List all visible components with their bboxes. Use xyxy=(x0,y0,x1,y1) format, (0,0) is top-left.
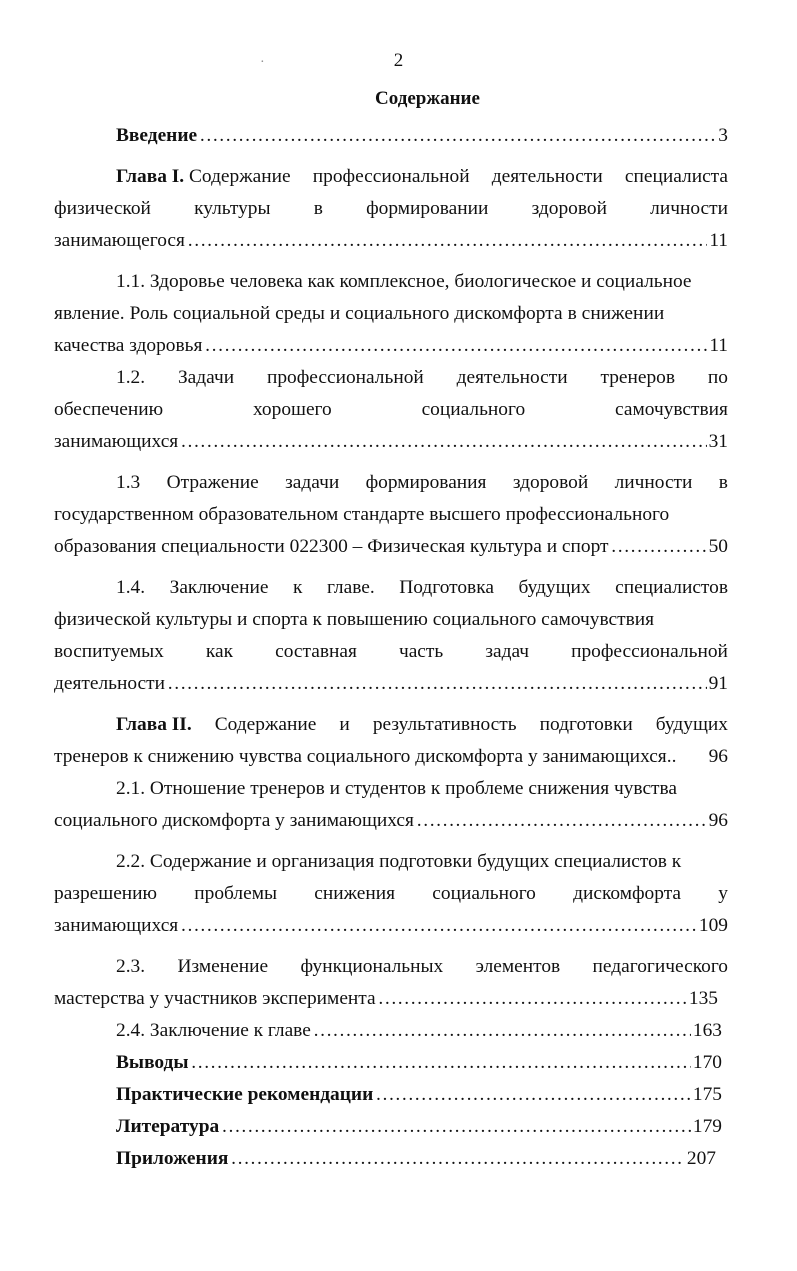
chapter-label: Глава II. xyxy=(116,714,192,735)
word: обеспечению xyxy=(54,399,164,420)
toc-page: 96 xyxy=(708,746,728,767)
word: формирования xyxy=(365,472,487,493)
toc-entry-2-2[interactable] xyxy=(54,846,728,942)
toc-text-line: явление. Роль социальной среды и социального дискомфорта в снижении xyxy=(54,303,665,324)
word: элементов xyxy=(475,956,561,977)
word: специалиста xyxy=(624,166,728,187)
toc-entry-2-3[interactable] xyxy=(54,951,728,1015)
word: 1.3 xyxy=(116,472,141,493)
word: Заключение xyxy=(169,577,269,598)
word: в xyxy=(313,198,323,219)
toc-text-line: 1.1. Здоровье человека как комплексное, биологическое и социальное xyxy=(116,271,692,292)
word: Подготовка xyxy=(399,577,494,598)
toc-text-line: мастерства у участников эксперимента xyxy=(54,988,376,1009)
dot-leader xyxy=(187,225,707,257)
word: Изменение xyxy=(177,956,269,977)
toc-entry-chapter-1[interactable] xyxy=(54,161,728,257)
toc-text-line: государственном образовательном стандарте высшего профессионального xyxy=(54,504,670,525)
word: личности xyxy=(650,198,728,219)
toc-page: 175 xyxy=(692,1084,722,1105)
word: социального xyxy=(432,883,536,904)
toc-entry-2-1[interactable] xyxy=(54,773,728,837)
scan-speck: · xyxy=(260,55,265,70)
word: здоровой xyxy=(531,198,607,219)
word: по xyxy=(707,367,728,388)
toc-text-line: занимающихся xyxy=(54,915,179,936)
word: 1.2. xyxy=(116,367,146,388)
toc-text-line: 2.2. Содержание и организация подготовки будущих специалистов к xyxy=(116,851,682,872)
word: у xyxy=(718,883,728,904)
toc-entry-chapter-2[interactable] xyxy=(54,709,728,773)
chapter-label: Глава I. xyxy=(116,166,185,187)
toc-entry-1-2[interactable] xyxy=(54,362,728,458)
toc-entry-1-3[interactable] xyxy=(54,467,728,563)
word: 1.4. xyxy=(116,577,146,598)
toc-page: 135 xyxy=(688,988,718,1009)
word: профессиональной xyxy=(266,367,424,388)
toc-text-line: образования специальности 022300 – Физическая культура и спорт xyxy=(54,536,609,557)
word: Отражение xyxy=(166,472,259,493)
toc-page: 207 xyxy=(686,1148,716,1169)
dot-leader xyxy=(375,1079,691,1111)
word: занимающегося xyxy=(54,230,185,251)
word: личности xyxy=(614,472,693,493)
toc-page: 3 xyxy=(718,125,728,146)
word: функциональных xyxy=(300,956,444,977)
word: культуры xyxy=(194,198,271,219)
word: профессиональной xyxy=(312,166,470,187)
word: Задачи xyxy=(177,367,235,388)
dot-leader xyxy=(416,805,707,837)
dot-leader xyxy=(611,531,707,563)
dot-leader xyxy=(313,1015,691,1047)
word: физической xyxy=(54,198,151,219)
dot-leader xyxy=(180,426,706,458)
toc-page: 96 xyxy=(708,810,728,831)
word: как xyxy=(205,641,234,662)
toc-entry-literature[interactable] xyxy=(54,1111,728,1143)
word: Содержание xyxy=(214,714,317,735)
toc-entry-1-4[interactable] xyxy=(54,572,728,700)
toc-page: 11 xyxy=(709,230,728,251)
toc-page: 50 xyxy=(708,536,728,557)
word: к xyxy=(293,577,303,598)
toc-label: 2.4. Заключение к главе xyxy=(116,1020,311,1041)
dot-leader xyxy=(378,983,687,1015)
word: социального xyxy=(421,399,526,420)
toc-entry-appendix[interactable] xyxy=(54,1143,728,1175)
word: Содержание xyxy=(189,166,291,187)
word: и xyxy=(339,714,350,735)
dot-leader xyxy=(221,1111,691,1143)
dot-leader xyxy=(230,1143,685,1175)
table-of-contents xyxy=(54,120,728,1175)
word: педагогического xyxy=(592,956,728,977)
toc-text-line: качества здоровья xyxy=(54,335,203,356)
toc-page: 91 xyxy=(708,673,728,694)
toc-entry-intro[interactable] xyxy=(54,120,728,152)
word: деятельности xyxy=(456,367,568,388)
word: снижения xyxy=(314,883,396,904)
toc-page: 109 xyxy=(698,915,728,936)
toc-text-line: деятельности xyxy=(54,673,166,694)
toc-page: 11 xyxy=(709,335,728,356)
toc-text-line: тренеров к снижению чувства социального дискомфорта у занимающихся.. xyxy=(54,746,677,767)
dot-leader xyxy=(199,120,716,152)
page-number: 2 xyxy=(393,50,404,71)
dot-leader xyxy=(167,668,707,700)
word: задач xyxy=(485,641,530,662)
word: хорошего xyxy=(252,399,332,420)
toc-label: Приложения xyxy=(116,1148,229,1169)
toc-label: Практические рекомендации xyxy=(116,1084,374,1105)
toc-text-line: физической культуры и спорта к повышению социального самочувствия xyxy=(54,609,655,630)
word: профессиональной xyxy=(571,641,728,662)
word: составная xyxy=(275,641,357,662)
word: в xyxy=(718,472,728,493)
word: деятельности xyxy=(491,166,603,187)
word: формировании xyxy=(366,198,489,219)
toc-page: 170 xyxy=(692,1052,722,1073)
word: разрешению xyxy=(54,883,158,904)
toc-page: 31 xyxy=(708,431,728,452)
word: самочувствия xyxy=(615,399,728,420)
page-title: Содержание xyxy=(375,88,480,109)
toc-text-line: 2.1. Отношение тренеров и студентов к проблеме снижения чувства xyxy=(116,778,678,799)
word: подготовки xyxy=(539,714,633,735)
toc-text-line: социального дискомфорта у занимающихся xyxy=(54,810,414,831)
dot-leader xyxy=(191,1047,691,1079)
word: будущих xyxy=(518,577,591,598)
toc-entry-1-1[interactable] xyxy=(54,266,728,362)
word: будущих xyxy=(655,714,728,735)
word: 2.3. xyxy=(116,956,146,977)
word: здоровой xyxy=(512,472,589,493)
toc-entry-2-4[interactable] xyxy=(54,1015,728,1047)
word: часть xyxy=(398,641,444,662)
toc-page: 163 xyxy=(692,1020,722,1041)
toc-label: Введение xyxy=(116,125,198,146)
toc-entry-recommendations[interactable] xyxy=(54,1079,728,1111)
word: задачи xyxy=(285,472,340,493)
dot-leader xyxy=(204,330,707,362)
word: занимающихся xyxy=(54,431,179,452)
toc-label: Литература xyxy=(116,1116,220,1137)
toc-page: 179 xyxy=(692,1116,722,1137)
toc-entry-conclusions[interactable] xyxy=(54,1047,728,1079)
toc-label: Выводы xyxy=(116,1052,189,1073)
dot-leader xyxy=(180,910,697,942)
word: воспитуемых xyxy=(54,641,164,662)
word: тренеров xyxy=(600,367,676,388)
word: дискомфорта xyxy=(573,883,682,904)
word: результативность xyxy=(372,714,517,735)
word: проблемы xyxy=(194,883,278,904)
word: специалистов xyxy=(615,577,728,598)
word: главе. xyxy=(326,577,375,598)
